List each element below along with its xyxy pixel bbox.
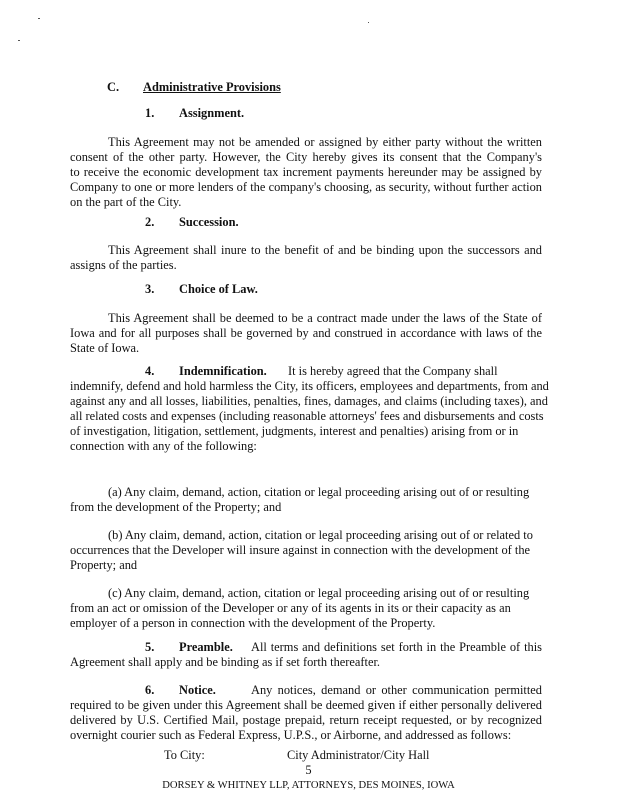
paragraph-line: overnight courier such as Federal Express, U.P.S., or Airborne, and addressed as follows: bbox=[70, 728, 512, 742]
paragraph-line: This Agreement may not be amended or assigned by either party without the written bbox=[108, 135, 542, 149]
address-value: City Administrator/City Hall bbox=[287, 748, 430, 762]
paragraph-line: assigns of the parties. bbox=[70, 258, 177, 272]
subitem-line: employer of a person in connection with the development of the Property. bbox=[70, 616, 436, 630]
item-number: 6. bbox=[145, 683, 155, 697]
item-title: Preamble. bbox=[179, 640, 233, 654]
subitem-line: Property; and bbox=[70, 558, 138, 572]
item-lead-text: Any notices, demand or other communication permitted bbox=[251, 683, 542, 697]
section-letter: C. bbox=[107, 80, 120, 94]
subitem-line: from an act or omission of the Developer or any of its agents in its or their capacity as an bbox=[70, 601, 511, 615]
item-title: Succession. bbox=[179, 215, 239, 229]
paragraph-line: Iowa and for all purposes shall be governed by and construed in accordance with laws of the bbox=[70, 326, 542, 340]
item-title: Notice. bbox=[179, 683, 216, 697]
footer-firm: DORSEY & WHITNEY LLP, ATTORNEYS, DES MOINES, IOWA bbox=[162, 780, 455, 791]
item-lead-text: All terms and definitions set forth in the Preamble of this bbox=[251, 640, 542, 654]
page-number: 5 bbox=[305, 763, 312, 777]
paragraph-line: Company to one or more lenders of the company's choosing, as security, without further action bbox=[70, 180, 542, 194]
item-number: 4. bbox=[145, 364, 155, 378]
subitem-line: occurrences that the Developer will insure against in connection with the development of the bbox=[70, 543, 531, 557]
subitem-line: from the development of the Property; and bbox=[70, 500, 282, 514]
paragraph-line: on the part of the City. bbox=[70, 195, 182, 209]
paragraph-line: delivered by U.S. Certified Mail, postage prepaid, return receipt requested, or by recognized bbox=[70, 713, 542, 727]
scan-speck bbox=[38, 18, 40, 19]
paragraph-line: against any and all losses, liabilities, penalties, fines, damages, and claims (including taxes), and bbox=[70, 394, 548, 408]
subitem-line: (b) Any claim, demand, action, citation or legal proceeding arising out of or related to bbox=[108, 528, 533, 542]
paragraph-line: of investigation, litigation, settlement, judgments, interest and penalties) arising from or in bbox=[70, 424, 519, 438]
paragraph-line: connection with any of the following: bbox=[70, 439, 257, 453]
item-number: 5. bbox=[145, 640, 155, 654]
item-number: 1. bbox=[145, 106, 155, 120]
paragraph-line: required to be given under this Agreement shall be deemed given if either personally delivered bbox=[70, 698, 542, 712]
address-label: To City: bbox=[164, 748, 205, 762]
paragraph-line: State of Iowa. bbox=[70, 341, 140, 355]
subitem-line: (c) Any claim, demand, action, citation or legal proceeding arising out of or resulting bbox=[108, 586, 530, 600]
scan-speck bbox=[368, 22, 369, 23]
paragraph-line: consent of the other party. However, the City hereby gives its consent that the Company's bbox=[70, 150, 542, 164]
paragraph-line: to receive the economic development tax increment payments hereunder may be assigned by bbox=[70, 165, 542, 179]
item-number: 2. bbox=[145, 215, 155, 229]
paragraph-line: Agreement shall apply and be binding as if set forth thereafter. bbox=[70, 655, 381, 669]
item-number: 3. bbox=[145, 282, 155, 296]
section-title: Administrative Provisions bbox=[143, 80, 281, 94]
item-lead-text: It is hereby agreed that the Company shall bbox=[288, 364, 498, 378]
paragraph-line: This Agreement shall inure to the benefit of and be binding upon the successors and bbox=[108, 243, 542, 257]
paragraph-line: all related costs and expenses (including reasonable attorneys' fees and disbursements and costs bbox=[70, 409, 544, 423]
item-title: Choice of Law. bbox=[179, 282, 258, 296]
scan-speck bbox=[18, 40, 20, 41]
item-title: Indemnification. bbox=[179, 364, 267, 378]
item-title: Assignment. bbox=[179, 106, 245, 120]
paragraph-line: This Agreement shall be deemed to be a contract made under the laws of the State of bbox=[108, 311, 542, 325]
paragraph-line: indemnify, defend and hold harmless the City, its officers, employees and departments, from and bbox=[70, 379, 549, 393]
subitem-line: (a) Any claim, demand, action, citation or legal proceeding arising out of or resulting bbox=[108, 485, 530, 499]
